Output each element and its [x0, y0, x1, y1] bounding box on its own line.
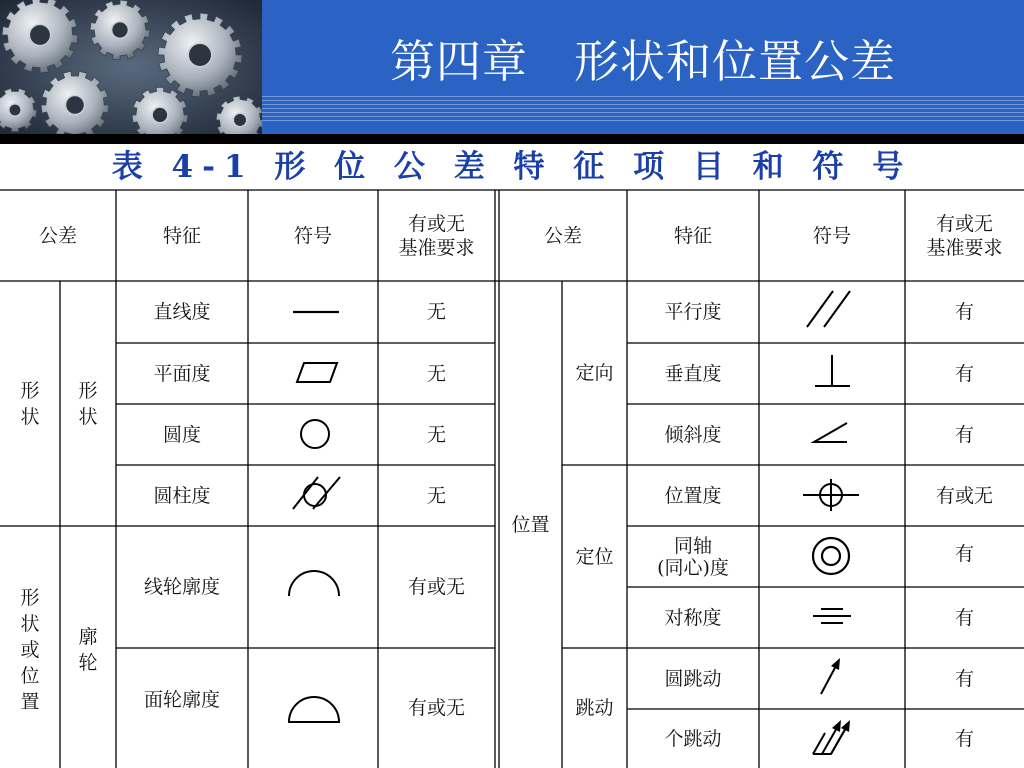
position-icon [759, 465, 905, 526]
datum-cylindricity: 无 [426, 484, 446, 507]
parallelism-icon [759, 281, 905, 343]
datum-circularity: 无 [426, 423, 446, 446]
straightness-icon [248, 281, 378, 343]
header-symbol-left: 符号 [293, 224, 332, 247]
feature-concentricity: 同轴 (同心)度 [657, 534, 729, 579]
datum-concentricity: 有 [954, 543, 974, 565]
header-feature-right: 特征 [673, 224, 712, 247]
header-symbol-right: 符号 [812, 224, 851, 247]
symmetry-icon [759, 587, 905, 648]
concentricity-icon [759, 526, 905, 587]
table-title: 表 4-1 形 位 公 差 特 征 项 目 和 符 号 [111, 149, 913, 185]
header-datum-left: 有或无 基准要求 [398, 212, 475, 259]
feature-line-profile: 线轮廓度 [143, 576, 220, 598]
feature-circularity: 圆度 [162, 423, 201, 446]
datum-parallelism: 有 [954, 301, 974, 323]
datum-angularity: 有 [954, 423, 974, 446]
slide-title: 第四章 形状和位置公差 [389, 35, 896, 88]
circular-runout-icon [759, 648, 905, 709]
datum-surface-profile: 有或无 [407, 697, 465, 719]
flatness-icon [248, 343, 378, 404]
feature-cylindricity: 圆柱度 [153, 484, 211, 507]
feature-symmetry: 对称度 [664, 606, 722, 629]
datum-symmetry: 有 [954, 606, 974, 629]
feature-parallelism: 平行度 [664, 301, 722, 323]
group-profile: 廓 轮 [78, 626, 98, 674]
feature-perpendicularity: 垂直度 [664, 362, 722, 385]
perpendicularity-icon [759, 343, 905, 404]
datum-line-profile: 有或无 [407, 576, 465, 598]
group-runout: 跳动 [575, 697, 614, 719]
gears-banner-image [0, 0, 262, 134]
slide-header [0, 0, 1024, 134]
group-orientation: 定向 [575, 362, 614, 384]
header-datum-right: 有或无 基准要求 [926, 212, 1003, 259]
cylindricity-icon [248, 465, 378, 526]
feature-flatness: 平面度 [153, 362, 211, 385]
feature-total-runout: 个跳动 [664, 727, 722, 750]
feature-position: 位置度 [664, 484, 722, 507]
datum-straightness: 无 [426, 301, 446, 323]
datum-total-runout: 有 [954, 727, 974, 750]
header-tolerance-right: 公差 [543, 224, 582, 247]
header-decorative-lines [262, 96, 1024, 122]
group-shape-outer: 形 状 [20, 379, 40, 428]
group-position: 位置 [511, 513, 550, 536]
surface-profile-icon [248, 648, 378, 768]
feature-angularity: 倾斜度 [664, 423, 722, 446]
datum-perpendicularity: 有 [954, 362, 974, 385]
datum-circular-runout: 有 [954, 667, 974, 690]
feature-straightness: 直线度 [153, 301, 211, 323]
feature-surface-profile: 面轮廓度 [143, 689, 220, 711]
datum-flatness: 无 [426, 362, 446, 385]
group-shape-or-position: 形 状 或 位 置 [20, 587, 40, 713]
header-divider [0, 134, 1024, 144]
header-feature-left: 特征 [162, 224, 201, 247]
total-runout-icon [759, 709, 905, 768]
group-location: 定位 [575, 545, 614, 568]
feature-circular-runout: 圆跳动 [664, 667, 722, 690]
datum-position: 有或无 [935, 484, 993, 507]
line-profile-icon [248, 526, 378, 648]
circularity-icon [248, 404, 378, 465]
header-tolerance-left: 公差 [38, 224, 77, 247]
group-shape-inner: 形 状 [78, 379, 98, 428]
angularity-icon [759, 404, 905, 465]
